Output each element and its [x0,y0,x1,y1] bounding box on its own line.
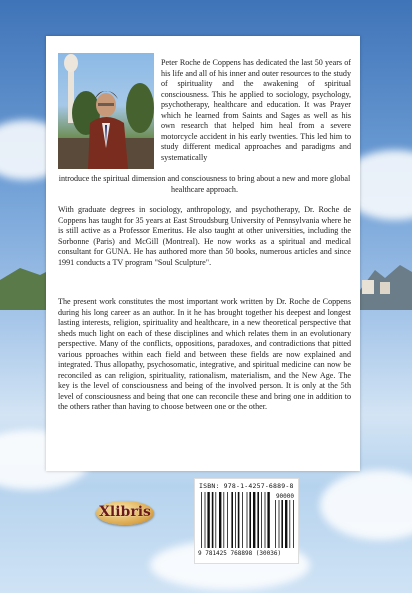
cloud [320,470,412,540]
book-summary-paragraph: The present work constitutes the most important work written by Dr. Roche de Coppens during his long career as an author. In it he has brought together his deepest and longest lasting interests, religion, spirituality and healthcare, in a new theoretical perspective that sheds much light on each of these disciplines and which relates them in an evolutionary perspective. Many of the conflicts, oppositions, paradoxes, and contradictions that pitted various pproaches within each field and between these fields are now explained and integrated. Thus allopathy, psychosomatic, integrative, and spiritual medicine can now be reconciled as can religion, spirituality, rationalism, materialism, and the New Age. The key is the level of consciousness and being of the involved person. It is only at the 5th level of consciousness and being that one can reconcile these and bring one in addition to the others rather than having to choose between one or the other. [58,297,351,411]
author-photo [58,53,154,169]
barcode-number: 9 781425 768898 (30036) [198,550,282,557]
author-bio-paragraph: Peter Roche de Coppens has dedicated the last 50 years of his life and all of his inner and outer resources to the study of spirituality and the awakening of spiritual consciousness. This he applied to sociology, psychology, psychotherapy, healthcare and education. It was Prayer which he learned from Saints and Sages as well as his own research that helped him heal from a severe motorcycle accident in his early twenties. This led him to study different medical approaches and paradigms and systematically [161,58,351,162]
publisher-logo [96,501,154,525]
publisher-logo-text: Xlibris [99,504,151,520]
barcode-label [194,478,299,564]
price-code: 90000 [275,493,294,500]
author-credentials-paragraph: With graduate degrees in sociology, anthropology, and psychotherapy, Dr. Roche de Coppens has taught for 35 years at East Stroudsburg University of Pennsylvania where he is still active as a Professor Emeritus. He also taught at other universities, including the Sorbonne (Paris) and McGill (Montreal). He now works as a spiritual and medical consultant for GUNA. He has authored more than 50 books, numerous articles and since 1991 conducts a TV program "Soul Sculpture". [58,205,351,267]
barcode-icon [199,492,294,548]
isbn-text: ISBN: 978-1-4257-6889-8 [199,482,294,490]
author-bio-paragraph-continued: introduce the spiritual dimension and consciousness to bring about a new and more global healthcare approach. [58,174,351,194]
